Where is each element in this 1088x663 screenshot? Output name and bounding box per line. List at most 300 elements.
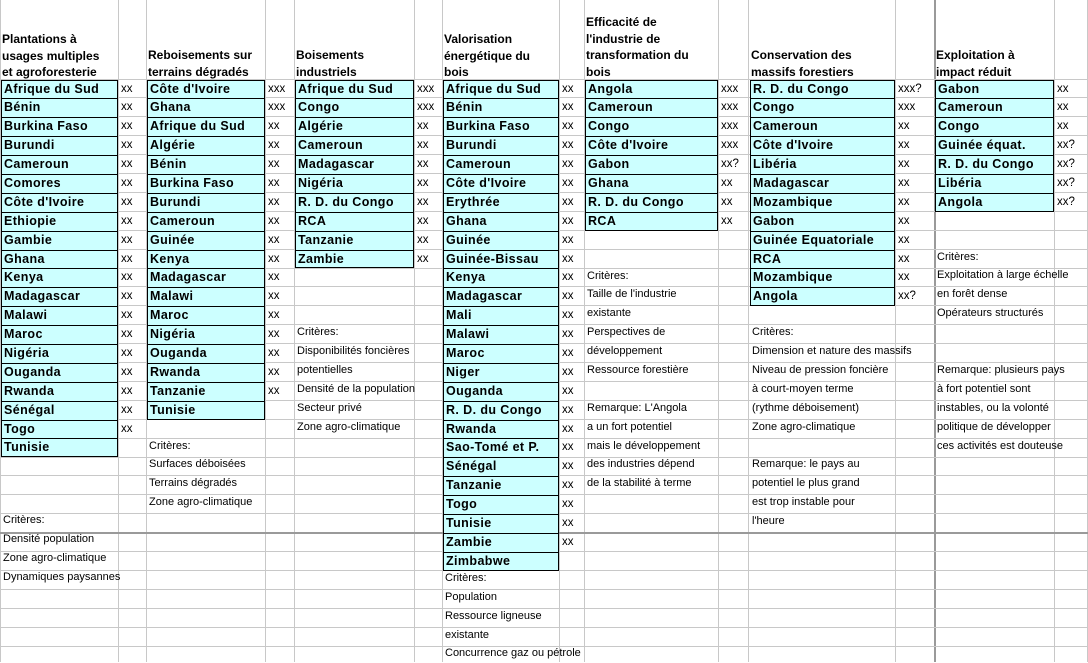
priority-mark[interactable]: xxx (721, 139, 739, 152)
priority-mark[interactable]: xx (898, 271, 910, 284)
country-name[interactable]: Rwanda (443, 420, 559, 439)
priority-mark[interactable]: xx (562, 82, 574, 95)
country-name[interactable]: R. D. du Congo (935, 155, 1054, 174)
column-header-line: Valorisation (444, 32, 513, 46)
priority-mark[interactable]: xx (562, 460, 574, 473)
priority-mark[interactable]: xx (121, 365, 133, 378)
country-name[interactable]: Madagascar (443, 287, 559, 306)
country-name[interactable]: Côte d'Ivoire (1, 193, 118, 212)
country-name[interactable]: Togo (1, 420, 118, 439)
country-name[interactable]: Afrique du Sud (295, 80, 414, 99)
priority-mark[interactable]: xx (721, 214, 733, 227)
note-line (750, 437, 912, 456)
priority-mark[interactable]: xx (562, 120, 574, 133)
list-item (443, 231, 574, 250)
country-name[interactable]: Afrique du Sud (1, 80, 118, 99)
country-name[interactable]: Sénégal (1, 401, 118, 420)
list-item (443, 80, 574, 99)
priority-mark[interactable]: xx? (1057, 158, 1075, 171)
priority-mark[interactable]: xx (121, 120, 133, 133)
priority-mark[interactable]: xx (121, 82, 133, 95)
country-name[interactable]: Ghana (585, 174, 718, 193)
country-name[interactable]: Angola (750, 287, 895, 306)
priority-mark[interactable]: xxx (417, 82, 435, 95)
country-name[interactable]: Algérie (295, 117, 414, 136)
priority-mark[interactable]: xx (268, 271, 280, 284)
priority-mark[interactable]: xxx (898, 101, 916, 114)
list-item (935, 98, 1075, 117)
country-name[interactable]: Niger (443, 363, 559, 382)
list-item (295, 117, 434, 136)
country-name[interactable]: R. D. du Congo (443, 401, 559, 420)
list-item (1, 325, 133, 344)
country-name[interactable]: Afrique du Sud (443, 80, 559, 99)
column-header-line: usages multiples (2, 48, 100, 63)
column-header-line: industriels (296, 64, 357, 79)
priority-mark[interactable]: xx (121, 233, 133, 246)
priority-mark[interactable]: xx? (1057, 176, 1075, 189)
country-name[interactable]: Bénin (443, 98, 559, 117)
country-name[interactable]: Congo (750, 98, 895, 117)
country-name[interactable]: Côte d'Ivoire (750, 136, 895, 155)
country-name[interactable]: Congo (935, 117, 1054, 136)
country-name[interactable]: Cameroun (935, 98, 1054, 117)
priority-mark[interactable]: xx (268, 214, 280, 227)
priority-mark[interactable]: xxx (268, 101, 286, 114)
list-item (1, 136, 133, 155)
priority-mark[interactable]: xx (121, 158, 133, 171)
priority-mark[interactable]: xx (417, 139, 429, 152)
priority-mark[interactable]: xx (721, 195, 733, 208)
country-name[interactable]: Mozambique (750, 268, 895, 287)
country-name[interactable]: Burkina Faso (443, 117, 559, 136)
list-item (147, 382, 285, 401)
country-name[interactable]: Zimbabwe (443, 552, 559, 571)
note-line: Dimension et nature des massifs (752, 345, 912, 358)
priority-mark[interactable]: xx (268, 346, 280, 359)
priority-mark[interactable]: xx (898, 176, 910, 189)
country-name[interactable]: Guinée-Bissau (443, 250, 559, 269)
list-item (443, 306, 574, 325)
country-name[interactable]: Tanzanie (147, 382, 265, 401)
country-name[interactable]: Côte d'Ivoire (147, 80, 265, 99)
country-name[interactable]: Gabon (750, 212, 895, 231)
priority-mark[interactable]: xx (268, 365, 280, 378)
priority-mark[interactable]: xx? (1057, 139, 1075, 152)
country-name[interactable]: Malawi (443, 325, 559, 344)
note-line: Zone agro-climatique (752, 420, 856, 433)
country-name[interactable]: Congo (585, 117, 718, 136)
priority-mark[interactable]: xxx (721, 82, 739, 95)
note-line: Surfaces déboisées (149, 458, 246, 471)
note-line: Ressource forestière (587, 363, 689, 376)
note-line: Ressource ligneuse (445, 609, 542, 622)
country-name[interactable]: Nigéria (1, 344, 118, 363)
priority-mark[interactable]: xx (562, 479, 574, 492)
country-name[interactable]: Rwanda (1, 382, 118, 401)
country-name[interactable]: Maroc (147, 306, 265, 325)
list-item (295, 174, 434, 193)
priority-mark[interactable]: xx (898, 195, 910, 208)
country-name[interactable]: Gabon (585, 155, 718, 174)
priority-mark[interactable]: xx (562, 214, 574, 227)
priority-mark[interactable]: xx (898, 233, 910, 246)
priority-mark[interactable]: xx? (721, 158, 739, 171)
priority-mark[interactable]: xx (562, 176, 574, 189)
list-item (1, 117, 133, 136)
list-item (147, 401, 285, 420)
country-name[interactable]: RCA (295, 212, 414, 231)
priority-mark[interactable]: xx (1057, 120, 1069, 133)
country-name[interactable]: R. D. du Congo (585, 193, 718, 212)
priority-mark[interactable]: xx (121, 422, 133, 435)
country-name[interactable]: Burkina Faso (147, 174, 265, 193)
priority-mark[interactable]: xxx (721, 120, 739, 133)
country-list (1, 80, 133, 458)
list-item (1, 344, 133, 363)
country-name[interactable]: Gambie (1, 231, 118, 250)
priority-mark[interactable]: xx (898, 252, 910, 265)
list-item (147, 136, 285, 155)
priority-mark[interactable]: xxx? (898, 82, 922, 95)
country-name[interactable]: Sao-Tomé et P. (443, 438, 559, 457)
list-item (585, 174, 739, 193)
list-item (750, 193, 922, 212)
priority-mark[interactable]: xx (121, 328, 133, 341)
note-line: Terrains dégradés (149, 477, 238, 490)
list-item (295, 80, 434, 99)
priority-mark[interactable]: xx (417, 233, 429, 246)
list-item (443, 155, 574, 174)
country-name[interactable]: Maroc (443, 344, 559, 363)
country-name[interactable]: Ouganda (1, 363, 118, 382)
country-name[interactable]: Ethiopie (1, 212, 118, 231)
priority-mark[interactable]: xx (562, 403, 574, 416)
list-item (750, 212, 922, 231)
note-line: Population (445, 590, 497, 603)
list-item (443, 268, 574, 287)
country-name[interactable]: Congo (295, 98, 414, 117)
list-item (147, 363, 285, 382)
list-item (1, 155, 133, 174)
country-name[interactable]: Gabon (935, 80, 1054, 99)
country-name[interactable]: Kenya (147, 250, 265, 269)
country-name[interactable]: Madagascar (750, 174, 895, 193)
grid-column-line (748, 0, 749, 662)
priority-mark[interactable]: xx? (898, 290, 916, 303)
priority-mark[interactable]: xx (898, 214, 910, 227)
priority-mark[interactable]: xx (562, 346, 574, 359)
priority-mark[interactable]: xx (898, 139, 910, 152)
priority-mark[interactable]: xx (562, 158, 574, 171)
priority-mark[interactable]: xx (721, 176, 733, 189)
priority-mark[interactable]: xx (562, 422, 574, 435)
country-name[interactable]: Cameroun (1, 155, 118, 174)
country-name[interactable]: Côte d'Ivoire (585, 136, 718, 155)
priority-mark[interactable]: xx (898, 120, 910, 133)
country-name[interactable]: Zambie (443, 533, 559, 552)
column-header-line: Reboisements sur (148, 48, 253, 62)
priority-mark[interactable]: xx (121, 309, 133, 322)
column-header-line: et agroforesterie (2, 65, 97, 79)
country-name[interactable]: RCA (750, 250, 895, 269)
country-list (750, 80, 922, 307)
column-header-line: Plantations à (2, 32, 77, 46)
note-line: à fort potentiel sont (937, 382, 1031, 395)
column-header-line: massifs forestiers (751, 64, 854, 79)
criteria-notes (750, 323, 912, 531)
list-item (1, 174, 133, 193)
note-line (935, 342, 1068, 361)
country-name[interactable]: Guinée Equatoriale (750, 231, 895, 250)
list-item (443, 250, 574, 269)
priority-mark[interactable]: xxx (268, 82, 286, 95)
list-item (1, 420, 133, 439)
priority-mark[interactable]: xx (121, 195, 133, 208)
list-item (147, 306, 285, 325)
country-name[interactable]: Bénin (147, 155, 265, 174)
priority-mark[interactable]: xxx (417, 101, 435, 114)
priority-mark[interactable]: xx (562, 498, 574, 511)
country-name[interactable]: Angola (935, 193, 1054, 212)
country-name[interactable]: Ghana (147, 98, 265, 117)
country-name[interactable]: Cameroun (295, 136, 414, 155)
country-name[interactable]: Burkina Faso (1, 117, 118, 136)
country-name[interactable]: Ouganda (147, 344, 265, 363)
country-name[interactable]: Libéria (935, 174, 1054, 193)
priority-mark[interactable]: xx (268, 384, 280, 397)
list-item (443, 495, 574, 514)
priority-mark[interactable]: xx (121, 101, 133, 114)
priority-mark[interactable]: xx (562, 384, 574, 397)
priority-mark[interactable]: xx (268, 139, 280, 152)
priority-mark[interactable]: xx (268, 120, 280, 133)
priority-mark[interactable]: xx (121, 176, 133, 189)
country-name[interactable]: Ouganda (443, 382, 559, 401)
country-name[interactable]: Nigéria (147, 325, 265, 344)
note-line: Critères: (587, 269, 629, 282)
priority-mark[interactable]: xx (562, 271, 574, 284)
country-name[interactable]: Tunisie (443, 514, 559, 533)
country-name[interactable]: Tanzanie (443, 476, 559, 495)
priority-mark[interactable]: xx (562, 309, 574, 322)
country-name[interactable]: Ghana (1, 250, 118, 269)
list-item (147, 287, 285, 306)
country-name[interactable]: Burundi (1, 136, 118, 155)
note-line: (rythme déboisement) (752, 401, 859, 414)
column-header-line: transformation du (586, 48, 689, 62)
country-name[interactable]: Cameroun (750, 117, 895, 136)
note-line: Critères: (445, 571, 487, 584)
criteria-notes (1, 511, 120, 587)
list-item (443, 401, 574, 420)
priority-mark[interactable]: xx (562, 328, 574, 341)
list-item (443, 325, 574, 344)
country-name[interactable]: Cameroun (443, 155, 559, 174)
priority-mark[interactable]: xx (268, 252, 280, 265)
list-item (443, 552, 574, 571)
list-item (1, 250, 133, 269)
list-item (1, 363, 133, 382)
priority-mark[interactable]: xx (417, 176, 429, 189)
column-header (2, 31, 99, 81)
note-line: à court-moyen terme (752, 382, 854, 395)
priority-mark[interactable]: xx (121, 252, 133, 265)
country-name[interactable]: Mali (443, 306, 559, 325)
priority-mark[interactable]: xx? (1057, 195, 1075, 208)
country-name[interactable]: RCA (585, 212, 718, 231)
country-name[interactable]: Madagascar (295, 155, 414, 174)
country-name[interactable]: Burundi (443, 136, 559, 155)
country-name[interactable]: Burundi (147, 193, 265, 212)
note-line: Remarque: L'Angola (587, 401, 687, 414)
country-name[interactable]: Tanzanie (295, 231, 414, 250)
list-item (443, 438, 574, 457)
list-item (147, 268, 285, 287)
country-name[interactable]: Kenya (1, 268, 118, 287)
country-name[interactable]: Zambie (295, 250, 414, 269)
priority-mark[interactable]: xx (121, 346, 133, 359)
priority-mark[interactable]: xx (562, 365, 574, 378)
priority-mark[interactable]: xx (268, 309, 280, 322)
note-line: potentielles (297, 363, 353, 376)
priority-mark[interactable]: xx (562, 252, 574, 265)
country-name[interactable]: Malawi (147, 287, 265, 306)
list-item (147, 80, 285, 99)
priority-mark[interactable]: xx (268, 328, 280, 341)
priority-mark[interactable]: xx (121, 271, 133, 284)
list-item (1, 212, 133, 231)
priority-mark[interactable]: xx (1057, 101, 1069, 114)
priority-mark[interactable]: xx (562, 516, 574, 529)
priority-mark[interactable]: xx (562, 233, 574, 246)
country-name[interactable]: Côte d'Ivoire (443, 174, 559, 193)
country-name[interactable]: Algérie (147, 136, 265, 155)
list-item (147, 325, 285, 344)
country-name[interactable]: Libéria (750, 155, 895, 174)
country-name[interactable]: Guinée (147, 231, 265, 250)
country-name[interactable]: Guinée équat. (935, 136, 1054, 155)
country-name[interactable]: Angola (585, 80, 718, 99)
list-item (443, 193, 574, 212)
note-line: Critères: (149, 439, 191, 452)
country-name[interactable]: Maroc (1, 325, 118, 344)
priority-mark[interactable]: xx (562, 290, 574, 303)
priority-mark[interactable]: xx (562, 535, 574, 548)
list-item (1, 80, 133, 99)
country-name[interactable]: Nigéria (295, 174, 414, 193)
list-item (295, 98, 434, 117)
list-item (935, 117, 1075, 136)
list-item (585, 155, 739, 174)
priority-mark[interactable]: xx (268, 195, 280, 208)
country-name[interactable]: Bénin (1, 98, 118, 117)
country-name[interactable]: Malawi (1, 306, 118, 325)
priority-mark[interactable]: xx (417, 252, 429, 265)
country-name[interactable]: Ghana (443, 212, 559, 231)
note-line: existante (445, 628, 490, 641)
priority-mark[interactable]: xx (268, 233, 280, 246)
priority-mark[interactable]: xx (1057, 82, 1069, 95)
list-item (295, 136, 434, 155)
note-line: de la stabilité à terme (587, 477, 692, 490)
priority-mark[interactable]: xx (562, 101, 574, 114)
list-item (443, 382, 574, 401)
note-line: Remarque: plusieurs pays (937, 363, 1065, 376)
note-line: Perspectives de (587, 326, 666, 339)
priority-mark[interactable]: xx (417, 195, 429, 208)
list-item (935, 174, 1075, 193)
country-name[interactable]: Comores (1, 174, 118, 193)
list-item (585, 98, 739, 117)
priority-mark[interactable]: xx (562, 441, 574, 454)
priority-mark[interactable] (265, 401, 268, 420)
priority-mark[interactable]: xx (562, 139, 574, 152)
list-item (147, 174, 285, 193)
priority-mark[interactable]: xx (417, 158, 429, 171)
country-name[interactable]: Afrique du Sud (147, 117, 265, 136)
country-name[interactable]: Cameroun (147, 212, 265, 231)
list-item (443, 514, 574, 533)
list-item (1, 287, 133, 306)
country-name[interactable]: R. D. du Congo (295, 193, 414, 212)
list-item (147, 98, 285, 117)
country-name[interactable]: Sénégal (443, 457, 559, 476)
country-name[interactable]: Guinée (443, 231, 559, 250)
country-name[interactable]: R. D. du Congo (750, 80, 895, 99)
priority-mark[interactable]: xx (121, 403, 133, 416)
column-header-line: Conservation des (751, 48, 852, 62)
list-item (585, 136, 739, 155)
country-name[interactable]: Erythrée (443, 193, 559, 212)
priority-mark[interactable]: xx (121, 214, 133, 227)
priority-mark[interactable]: xx (562, 195, 574, 208)
country-name[interactable]: Rwanda (147, 363, 265, 382)
priority-mark[interactable] (559, 552, 562, 571)
country-name[interactable]: Tunisie (1, 438, 118, 457)
country-name[interactable]: Tunisie (147, 401, 265, 420)
country-name[interactable]: Madagascar (1, 287, 118, 306)
priority-mark[interactable]: xx (417, 120, 429, 133)
list-item (147, 231, 285, 250)
column-header-line: l'industrie de (586, 31, 661, 46)
country-name[interactable]: Mozambique (750, 193, 895, 212)
priority-mark[interactable]: xx (268, 290, 280, 303)
country-name[interactable]: Madagascar (147, 268, 265, 287)
list-item (443, 363, 574, 382)
list-item (585, 193, 739, 212)
list-item (935, 155, 1075, 174)
country-name[interactable]: Cameroun (585, 98, 718, 117)
priority-mark[interactable]: xx (268, 158, 280, 171)
priority-mark[interactable]: xx (417, 214, 429, 227)
priority-mark[interactable]: xx (121, 384, 133, 397)
criteria-notes (443, 569, 581, 663)
country-name[interactable]: Kenya (443, 268, 559, 287)
list-item (443, 457, 574, 476)
list-item (295, 231, 434, 250)
priority-mark[interactable]: xxx (721, 101, 739, 114)
priority-mark[interactable]: xx (898, 158, 910, 171)
note-line: développement (587, 345, 663, 358)
priority-mark[interactable] (118, 438, 121, 457)
note-line: Opérateurs structurés (937, 307, 1044, 320)
priority-mark[interactable]: xx (121, 290, 133, 303)
priority-mark[interactable]: xx (121, 139, 133, 152)
column-header (936, 47, 1015, 80)
priority-mark[interactable]: xx (268, 176, 280, 189)
country-name[interactable]: Togo (443, 495, 559, 514)
